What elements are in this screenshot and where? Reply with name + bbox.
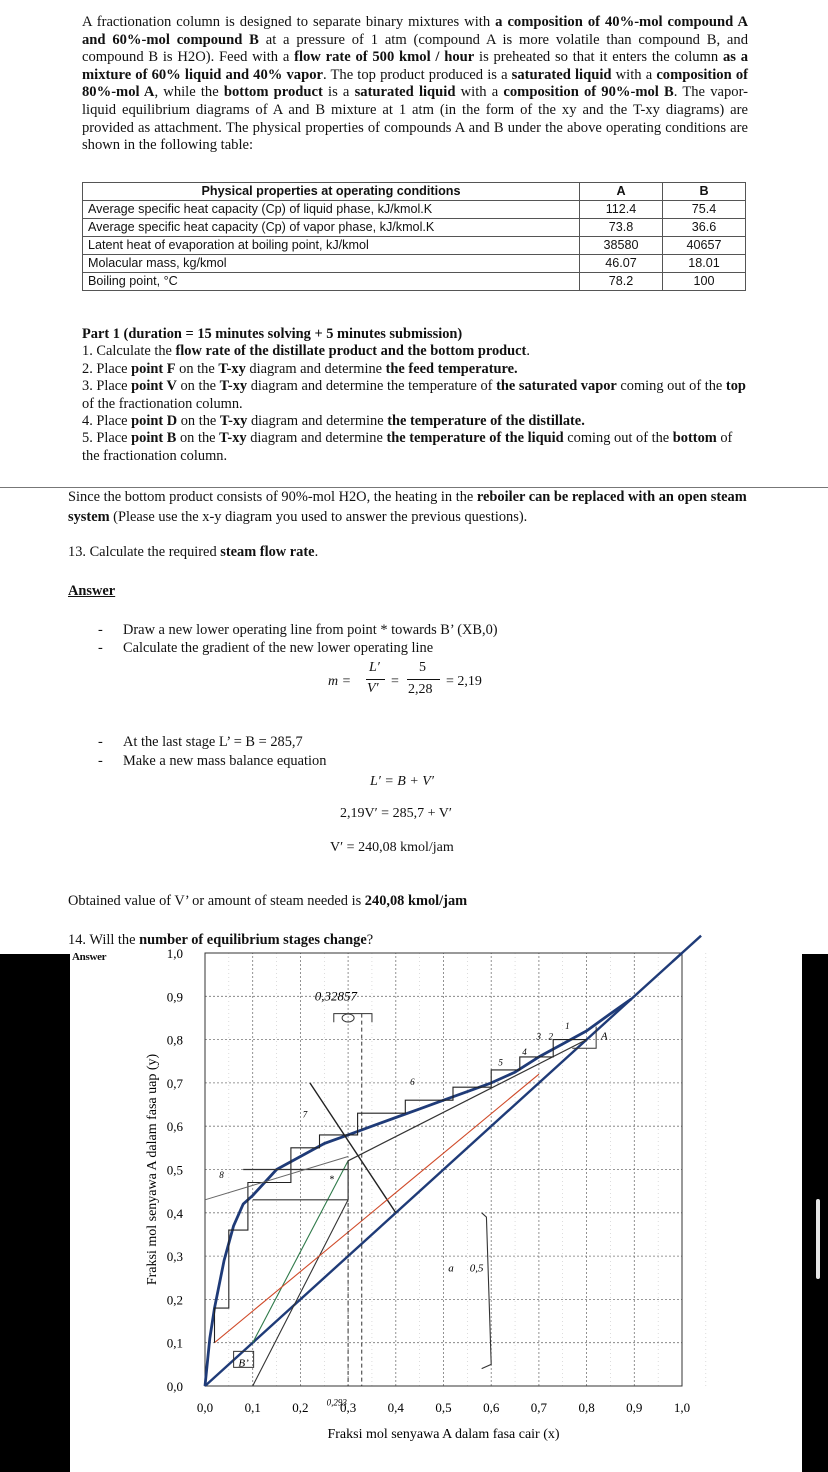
chart-annotation: B’ — [238, 1357, 249, 1370]
table-cell: 73.8 — [580, 219, 663, 237]
bullet-dash: - — [98, 734, 103, 750]
chart-annotation: 0,32857 — [314, 988, 357, 1004]
q-text: 13. Calculate the required — [68, 544, 221, 560]
x-tick-label: 0,0 — [196, 1400, 214, 1415]
table-cell-label: Average specific heat capacity (Cp) of liquid phase, kJ/kmol.K — [83, 201, 580, 219]
table-row — [83, 255, 746, 273]
y-tick-label: 0,7 — [166, 1075, 183, 1091]
q-bold: T-xy — [218, 360, 246, 377]
formula-num-l: L′ — [369, 660, 380, 675]
q-text: ? — [366, 932, 374, 948]
x-tick-label: 0,8 — [578, 1400, 595, 1415]
question-1 — [82, 343, 748, 360]
formula-den-v: V′ — [367, 681, 379, 696]
obtained-text: Obtained value of V’ or amount of steam needed is — [68, 893, 365, 909]
q-text: 4. Place — [82, 413, 132, 430]
bracket — [482, 1213, 492, 1369]
table-cell: 18.01 — [663, 255, 746, 273]
series-red-line — [215, 1074, 539, 1343]
chart-annotation: 3 — [536, 1031, 542, 1042]
intro-text-6: , while the — [154, 84, 224, 101]
open-steam-intro — [68, 487, 768, 527]
intro-bold-bottom: bottom product — [223, 84, 323, 101]
q-bold: the temperature of the liquid — [386, 430, 564, 447]
obtained-result — [68, 893, 467, 910]
part1-title-text: Part 1 (duration = 15 minutes solving + 5 minutes submission) — [82, 326, 463, 342]
bullet-dash: - — [98, 640, 103, 656]
table-cell: 38580 — [580, 237, 663, 255]
q-bold: point D — [131, 413, 178, 430]
chart-panel — [0, 946, 828, 1472]
series-q-line — [310, 1083, 396, 1213]
q-text: 5. Place — [82, 430, 132, 447]
x-tick-label: 1,0 — [673, 1400, 691, 1415]
y-tick-label: 0,8 — [166, 1032, 183, 1048]
q-text: 14. Will the — [68, 932, 140, 948]
obtained-bold: 240,08 kmol/jam — [364, 893, 468, 909]
y-tick-label: 0,3 — [166, 1249, 183, 1265]
intro-text-4: . The top product produced is a — [322, 66, 512, 83]
intro-bold-composition: a composition of 40%-mol compound A and 60%-mol compound B — [82, 14, 748, 48]
y-tick-label: 0,2 — [166, 1292, 183, 1308]
intro-bold-saturated-1: saturated liquid — [511, 66, 612, 83]
q-text: . — [526, 343, 530, 360]
formula-num-5: 5 — [419, 660, 426, 675]
table-header: A — [580, 183, 663, 201]
y-axis-label: Fraksi mol senyawa A dalam fasa uap (y) — [145, 1053, 160, 1286]
q-bold: top — [725, 378, 746, 395]
bullet-dash: - — [98, 622, 103, 638]
part1-title — [82, 326, 748, 343]
q-text: on the — [176, 430, 220, 447]
intro-bold-90: composition of 90%-mol B — [503, 84, 674, 101]
table-cell: 40657 — [663, 237, 746, 255]
xy-diagram — [70, 946, 802, 1472]
q-bold: T-xy — [219, 430, 247, 447]
y-tick-label: 0,1 — [166, 1335, 183, 1351]
question-14 — [68, 932, 373, 949]
answer-label-clipped: Answer — [72, 951, 107, 963]
intro-text-7: is a — [322, 84, 355, 101]
q-text: diagram and determine the temperature of — [247, 378, 497, 395]
q-bold: flow rate of the distillate product and the bottom product — [175, 343, 527, 360]
intro-bold-80: composition of 80%-mol A — [82, 66, 748, 101]
stage-steps — [215, 1040, 587, 1343]
x-tick-label: 0,7 — [530, 1400, 548, 1415]
table-row — [83, 201, 746, 219]
chart-annotation: 0,293 — [326, 1397, 347, 1408]
chart-annotation: 2 — [548, 1031, 553, 1042]
x-tick-label: 0,4 — [387, 1400, 404, 1415]
q-bold: the temperature of the distillate. — [387, 413, 585, 430]
equation-3: V′ = 240,08 kmol/jam — [330, 840, 454, 855]
chart-annotation: 5 — [498, 1057, 503, 1068]
table-cell: 100 — [663, 273, 746, 291]
intro-text-9: . The vapor-liquid equilibrium diagrams of A and B mixture at 1 atm (in the form of the xy and the T-xy diagrams) are provided as attachment. The physical properties of compounds A and B under the above operating conditions are shown in the following table: — [82, 84, 748, 154]
intro-text-3: is preheated so that it enters the column — [474, 49, 723, 66]
q-text: 3. Place — [82, 378, 132, 395]
y-tick-label: 0,6 — [166, 1119, 183, 1135]
x-tick-label: 0,3 — [339, 1400, 357, 1415]
problem-statement — [82, 14, 748, 155]
table-cell-label: Boiling point, °C — [83, 273, 580, 291]
x-tick-label: 0,5 — [435, 1400, 452, 1415]
q-bold: the saturated vapor — [496, 378, 617, 395]
answer-label: Answer — [68, 583, 116, 599]
intro-text-8: with a — [455, 84, 504, 101]
table-header: Physical properties at operating conditions — [83, 183, 580, 201]
x-tick-label: 0,9 — [626, 1400, 643, 1415]
q-text: on the — [177, 413, 220, 430]
q-bold: point B — [131, 430, 177, 447]
q-text: diagram and determine — [247, 413, 388, 430]
intro-text-2: at a pressure of 1 atm (compound A is more volatile than compound B, and compound B is H2O). Feed with a — [82, 31, 748, 66]
step-4: Make a new mass balance equation — [123, 753, 327, 769]
q-bold: steam flow rate — [220, 544, 315, 560]
bullet-dash: - — [98, 753, 103, 769]
q-bold: bottom — [672, 430, 717, 447]
intro-text-5: with a — [611, 66, 657, 83]
q-text: coming out of the — [563, 430, 673, 447]
question-5 — [82, 430, 748, 465]
q-bold: point V — [131, 378, 177, 395]
step-1: Draw a new lower operating line from point * towards B’ (XB,0) — [123, 622, 498, 638]
table-cell: 36.6 — [663, 219, 746, 237]
intro-bold-mixture: as a mixture of 60% liquid and 40% vapor — [82, 49, 749, 83]
q-text: on the — [175, 360, 219, 377]
table-cell-label: Latent heat of evaporation at boiling point, kJ/kmol — [83, 237, 580, 255]
q-bold: point F — [131, 360, 176, 377]
chart-annotation: 6 — [410, 1077, 415, 1088]
q-bold: T-xy — [219, 413, 248, 430]
chart-annotation: 1 — [565, 1020, 570, 1031]
q-text: 2. Place — [82, 360, 132, 377]
question-13 — [68, 544, 318, 561]
x-axis-label: Fraksi mol senyawa A dalam fasa cair (x) — [327, 1427, 560, 1442]
y-tick-label: 0,4 — [166, 1205, 183, 1221]
y-tick-label: 0,5 — [166, 1162, 183, 1178]
series-new-lower-operating-line — [253, 1200, 348, 1386]
q-text: coming out of the — [616, 378, 726, 395]
table-header-row — [83, 183, 746, 201]
q-text: diagram and determine — [245, 360, 386, 377]
since-text: Since the bottom product consists of 90%-mol H2O, the heating in the — [68, 489, 477, 505]
fraction-bar — [366, 679, 385, 680]
y-tick-label: 0,0 — [166, 1379, 183, 1394]
table-cell: 78.2 — [580, 273, 663, 291]
question-3 — [82, 378, 748, 413]
since-bold: reboiler can be replaced with an open steam system — [68, 489, 747, 525]
fraction-bar — [407, 679, 440, 680]
table-cell-label: Average specific heat capacity (Cp) of vapor phase, kJ/kmol.K — [83, 219, 580, 237]
q-text: . — [314, 544, 319, 560]
chart-annotation: 0,5 — [469, 1262, 484, 1275]
question-4 — [82, 413, 748, 430]
intro-bold-saturated-2: saturated liquid — [354, 84, 456, 101]
y-tick-label: 1,0 — [166, 946, 183, 961]
chart-annotation: A — [600, 1030, 608, 1043]
q-text: diagram and determine — [246, 430, 387, 447]
since-text: (Please use the x-y diagram you used to answer the previous questions). — [109, 509, 528, 525]
chart-annotation: 4 — [522, 1046, 527, 1057]
step-3: At the last stage L’ = B = 285,7 — [123, 734, 303, 750]
question-2 — [82, 361, 748, 378]
table-row — [83, 273, 746, 291]
table-cell: 46.07 — [580, 255, 663, 273]
chart-annotation: 8 — [219, 1170, 224, 1181]
q-text: 1. Calculate the — [82, 343, 176, 360]
q-text: on the — [176, 378, 220, 395]
table-cell-label: Molacular mass, kg/kmol — [83, 255, 580, 273]
table-cell: 75.4 — [663, 201, 746, 219]
q-text: of the fractionation column. — [82, 395, 243, 412]
formula-eq: = — [391, 674, 399, 689]
scrollbar-thumb[interactable] — [816, 1199, 820, 1279]
q-bold: T-xy — [219, 378, 248, 395]
table-row — [83, 237, 746, 255]
q-bold: the feed temperature. — [385, 360, 518, 377]
q-text: of the fractionation column. — [82, 430, 733, 464]
formula-result: = 2,19 — [446, 674, 482, 689]
formula-m: m = — [328, 674, 352, 689]
physical-properties-table — [82, 182, 746, 291]
y-tick-label: 0,9 — [166, 989, 183, 1005]
equation-2: 2,19V′ = 285,7 + V′ — [340, 806, 452, 821]
intro-text-1: A fractionation column is designed to separate binary mixtures with — [82, 14, 496, 30]
x-tick-label: 0,1 — [244, 1400, 261, 1415]
table-row — [83, 219, 746, 237]
table-header: B — [663, 183, 746, 201]
chart-annotation: * — [329, 1174, 335, 1186]
step-2: Calculate the gradient of the new lower operating line — [123, 640, 434, 656]
part1-questions — [82, 326, 748, 465]
chart-annotation: a — [448, 1262, 454, 1275]
x-tick-label: 0,2 — [292, 1400, 309, 1415]
table-cell: 112.4 — [580, 201, 663, 219]
q-bold: number of equilibrium stages change — [139, 932, 367, 948]
formula-den-228: 2,28 — [408, 682, 433, 697]
equation-1: L′ = B + V′ — [370, 774, 434, 789]
chart-annotation: 7 — [302, 1109, 308, 1120]
intro-bold-flow: flow rate of 500 kmol / hour — [294, 49, 475, 66]
diagonal-extension — [672, 936, 701, 962]
x-tick-label: 0,6 — [483, 1400, 500, 1415]
